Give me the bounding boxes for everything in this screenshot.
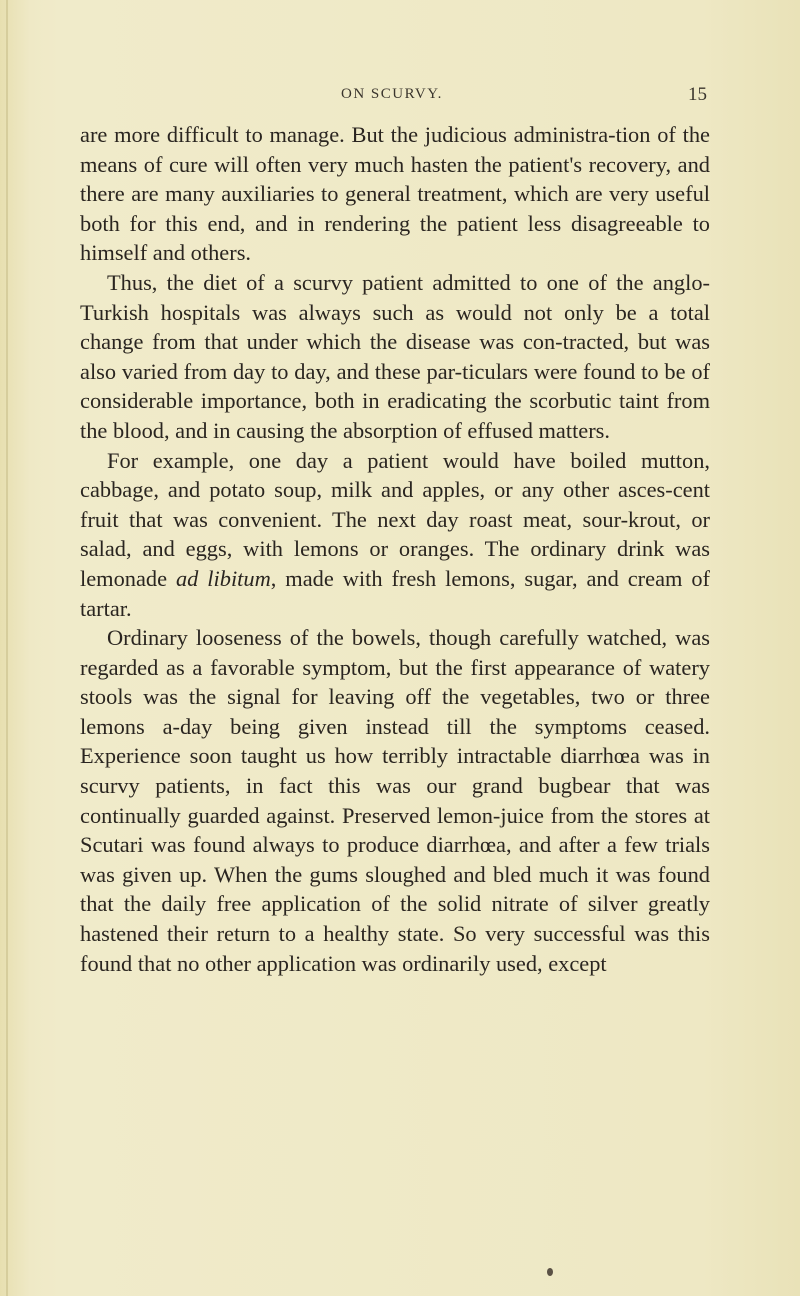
page-edge-shadow	[6, 0, 8, 1296]
running-head-title: ON SCURVY.	[341, 86, 443, 102]
running-head	[0, 86, 800, 108]
paragraph-example-italic: ad libitum	[175, 565, 271, 591]
paragraph-example	[80, 446, 710, 624]
paragraph-diarrhoea: Ordinary looseness of the bowels, though carefully watched, was regarded as a favorable symptom, but the first appearance of watery stools was the signal for leaving off the vegetables, two or three lemons a-day being given instead till the symptoms ceased. Experience soon taught us how terribly intractable diarrhœa was in scurvy patients, in fact this was our grand bugbear that was continually guarded against. Preserved lemon-juice from the stores at Scutari was found always to produce diarrhœa, and after a few trials was given up. When the gums sloughed and bled much it was found that the daily free application of the solid nitrate of silver greatly hastened their return to a healthy state. So very successful was this found that no other application was ordinarily used, except	[80, 625, 710, 976]
paragraph-diet: Thus, the diet of a scurvy patient admitted to one of the anglo-Turkish hospitals was always such as would not only be a total change from that under which the disease was con-tracted, but was also varied from day to day, and these par-ticulars were found to be of considerable importance, both in eradicating the scorbutic taint from the blood, and in causing the absorption of effused matters.	[80, 269, 710, 443]
page-number: 15	[688, 84, 707, 105]
paragraph-continuation: are more difficult to manage. But the judicious administra-tion of the means of cure will often very much hasten the patient's recovery, and there are many auxiliaries to general treatment, which are very useful both for this end, and in rendering the patient less disagreeable to himself and others.	[80, 122, 710, 266]
body-text	[80, 120, 710, 978]
ink-spot	[547, 1268, 553, 1276]
paragraph-example-text-before: For example, one day a patient would have boiled mutton, cabbage, and potato soup, milk and apples, or any other asces-cent fruit that was convenient. The next day roast meat, sour-krout, or salad, and eggs, with lemons or oranges. The ordinary drink was lemonade	[80, 447, 710, 591]
paragraph-example-text-after: , made with fresh lemons, sugar, and cream of tartar.	[80, 565, 711, 621]
